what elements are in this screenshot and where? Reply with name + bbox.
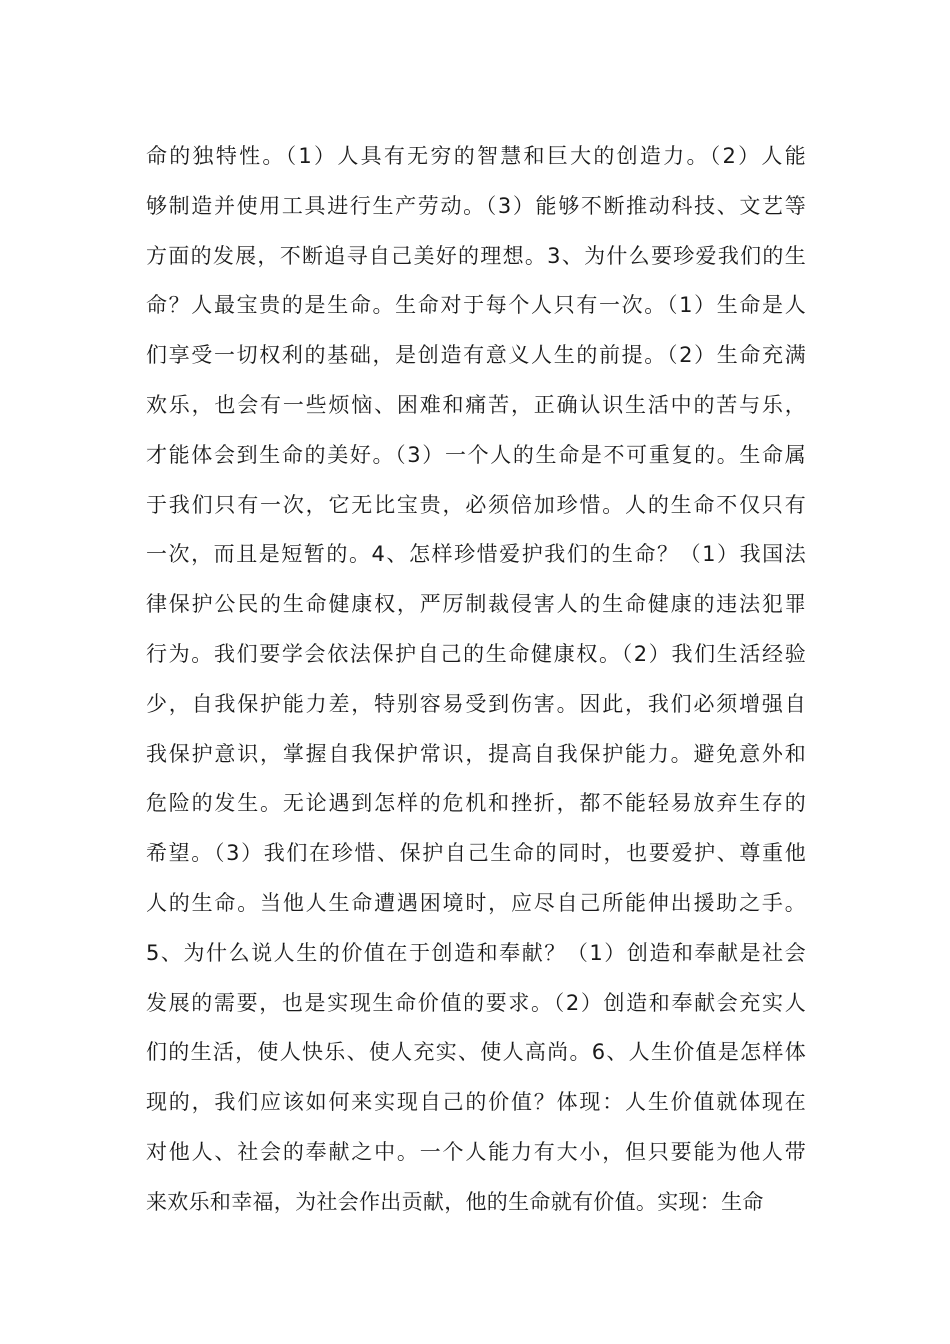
- text-line: 来欢乐和幸福，为社会作出贡献，他的生命就有价值。实现：生命: [146, 1189, 764, 1214]
- text-line: 人的生命。当他人生命遭遇困境时，应尽自己所能伸出援助之手。: [146, 890, 806, 915]
- text-line: 我保护意识，掌握自我保护常识，提高自我保护能力。避免意外和: [146, 741, 806, 766]
- text-line: 现的，我们应该如何来实现自己的价值？体现：人生价值就体现在: [146, 1090, 806, 1115]
- text-line: 少，自我保护能力差，特别容易受到伤害。因此，我们必须增强自: [146, 691, 806, 716]
- text-line: 们的生活，使人快乐、使人充实、使人高尚。6、人生价值是怎样体: [146, 1040, 806, 1065]
- body-text: [146, 132, 806, 1228]
- text-line: 命的独特性。（1）人具有无穷的智慧和巨大的创造力。（2）人能: [146, 144, 806, 168]
- text-line: 发展的需要，也是实现生命价值的要求。（2）创造和奉献会充实人: [146, 990, 806, 1015]
- text-line: 律保护公民的生命健康权，严厉制裁侵害人的生命健康的违法犯罪: [146, 592, 806, 617]
- text-line: 才能体会到生命的美好。（3）一个人的生命是不可重复的。生命属: [146, 442, 806, 467]
- text-line: 命？人最宝贵的是生命。生命对于每个人只有一次。（1）生命是人: [146, 293, 806, 318]
- text-line: 一次，而且是短暂的。4、怎样珍惜爱护我们的生命？（1）我国法: [146, 542, 806, 567]
- text-line: 5、为什么说人生的价值在于创造和奉献？（1）创造和奉献是社会: [146, 940, 806, 965]
- text-line: 欢乐，也会有一些烦恼、困难和痛苦，正确认识生活中的苦与乐，: [146, 392, 806, 417]
- text-line: 于我们只有一次，它无比宝贵，必须倍加珍惜。人的生命不仅只有: [146, 492, 806, 517]
- text-line: 对他人、社会的奉献之中。一个人能力有大小，但只要能为他人带: [146, 1139, 806, 1164]
- text-line: 希望。（3）我们在珍惜、保护自己生命的同时，也要爱护、尊重他: [146, 841, 806, 866]
- text-line: 方面的发展，不断追寻自己美好的理想。3、为什么要珍爱我们的生: [146, 243, 806, 268]
- text-line: 行为。我们要学会依法保护自己的生命健康权。（2）我们生活经验: [146, 641, 806, 666]
- text-line: 危险的发生。无论遇到怎样的危机和挫折，都不能轻易放弃生存的: [146, 791, 806, 816]
- text-line: 们享受一切权利的基础，是创造有意义人生的前提。（2）生命充满: [146, 343, 806, 368]
- text-line: 够制造并使用工具进行生产劳动。（3）能够不断推动科技、文艺等: [146, 193, 806, 218]
